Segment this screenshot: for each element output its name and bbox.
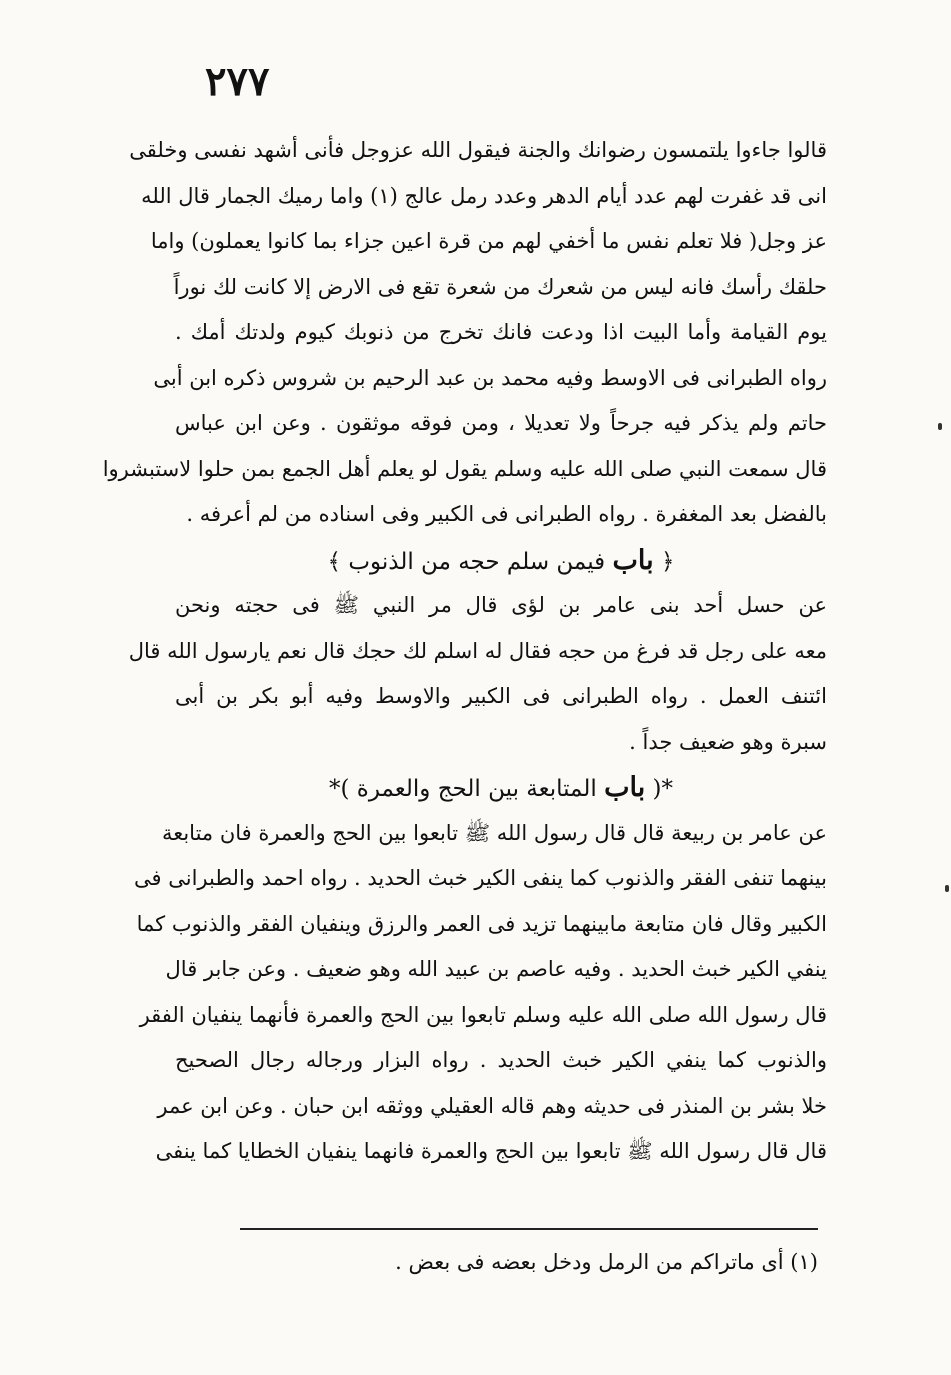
page-number: ٢٧٧ xyxy=(205,58,270,105)
text-line: قالوا جاءوا يلتمسون رضوانك والجنة فيقول الله عزوجل فأنى أشهد نفسى وخلقى xyxy=(129,138,827,162)
heading-close-bracket: ﴾ xyxy=(327,548,342,575)
scan-speck xyxy=(938,423,942,430)
section-heading xyxy=(175,765,827,811)
section-heading xyxy=(175,538,827,584)
text-line: رواه الطبرانى فى الاوسط وفيه محمد بن عبد الرحيم بن شروس ذكره ابن أبى xyxy=(153,365,827,390)
text-line: الكبير وقال فان متابعة مابينهما تزيد فى العمر والرزق وينفيان الفقر والذنوب كما xyxy=(136,911,827,936)
heading-title: فيمن سلم حجه من الذنوب xyxy=(348,548,606,575)
text-line: قال رسول الله صلى الله عليه وسلم تابعوا بين الحج والعمرة فأنهما ينفيان الفقر xyxy=(139,1002,827,1027)
text-line: قال سمعت النبي صلى الله عليه وسلم يقول لو يعلم أهل الجمع بمن حلوا لاستبشروا xyxy=(102,456,827,481)
heading-title: المتابعة بين الحج والعمرة xyxy=(356,776,597,802)
text-line: حلقك رأسك فانه ليس من شعرك من شعرة تقع فى الارض إلا كانت لك نوراً xyxy=(173,274,827,299)
heading-bab-word: باب xyxy=(612,544,654,576)
text-line: خلا بشر بن المنذر فى حديثه وهم قاله العقيلي ووثقه ابن حبان . وعن ابن عمر xyxy=(157,1093,827,1118)
text-line: يوم القيامة وأما البيت اذا ودعت فانك تخرج من ذنوبك كيوم ولدتك أمك . xyxy=(175,320,827,344)
text-line: ائتنف العمل . رواه الطبرانى فى الكبير والاوسط وفيه أبو بكر بن أبى xyxy=(175,684,827,708)
scan-speck xyxy=(945,885,949,892)
heading-open-bracket: *( xyxy=(652,776,674,802)
text-line: بينهما تنفى الفقر والذنوب كما ينفى الكير خبث الحديد . رواه احمد والطبرانى فى xyxy=(134,866,827,890)
heading-close-bracket: )* xyxy=(328,776,350,802)
text-line: ينفي الكير خبث الحديد . وفيه عاصم بن عبيد الله وهو ضعيف . وعن جابر قال xyxy=(165,957,827,981)
text-line: عن حسل أحد بنى عامر بن لؤى قال مر النبي ﷺ فى حجته ونحن xyxy=(175,593,827,617)
heading-open-bracket: ﴿ xyxy=(660,548,675,575)
heading-bab-word: باب xyxy=(604,772,646,803)
footnote-divider xyxy=(240,1228,818,1230)
text-line: والذنوب كما ينفي الكير خبث الحديد . رواه البزار ورجاله رجال الصحيح xyxy=(175,1048,827,1072)
text-line: عن عامر بن ربيعة قال قال رسول الله ﷺ تابعوا بين الحج والعمرة فان متابعة xyxy=(161,820,827,845)
text-line: عز وجل( فلا تعلم نفس ما أخفي لهم من قرة اعين جزاء بما كانوا يعملون) واما xyxy=(150,229,827,253)
text-line: قال قال رسول الله ﷺ تابعوا بين الحج والعمرة فانهما ينفيان الخطايا كما ينفى xyxy=(155,1139,827,1163)
text-line: سبرة وهو ضعيف جداً . xyxy=(629,729,827,754)
text-line: حاتم ولم يذكر فيه جرحاً ولا تعديلا ، ومن فوقه موثقون . وعن ابن عباس xyxy=(175,411,827,435)
body-text xyxy=(102,128,827,1175)
footnote: (١) أى ماتراكم من الرمل ودخل بعضه فى بعض . xyxy=(395,1250,818,1274)
text-line: انى قد غفرت لهم عدد أيام الدهر وعدد رمل عالج (١) واما رميك الجمار قال الله xyxy=(141,183,827,208)
text-line: بالفضل بعد المغفرة . رواه الطبرانى فى الكبير وفى اسناده من لم أعرفه . xyxy=(186,502,827,526)
text-line: معه على رجل قد فرغ من حجه فقال له اسلم لك حجك قال نعم يارسول الله قال xyxy=(128,638,827,663)
